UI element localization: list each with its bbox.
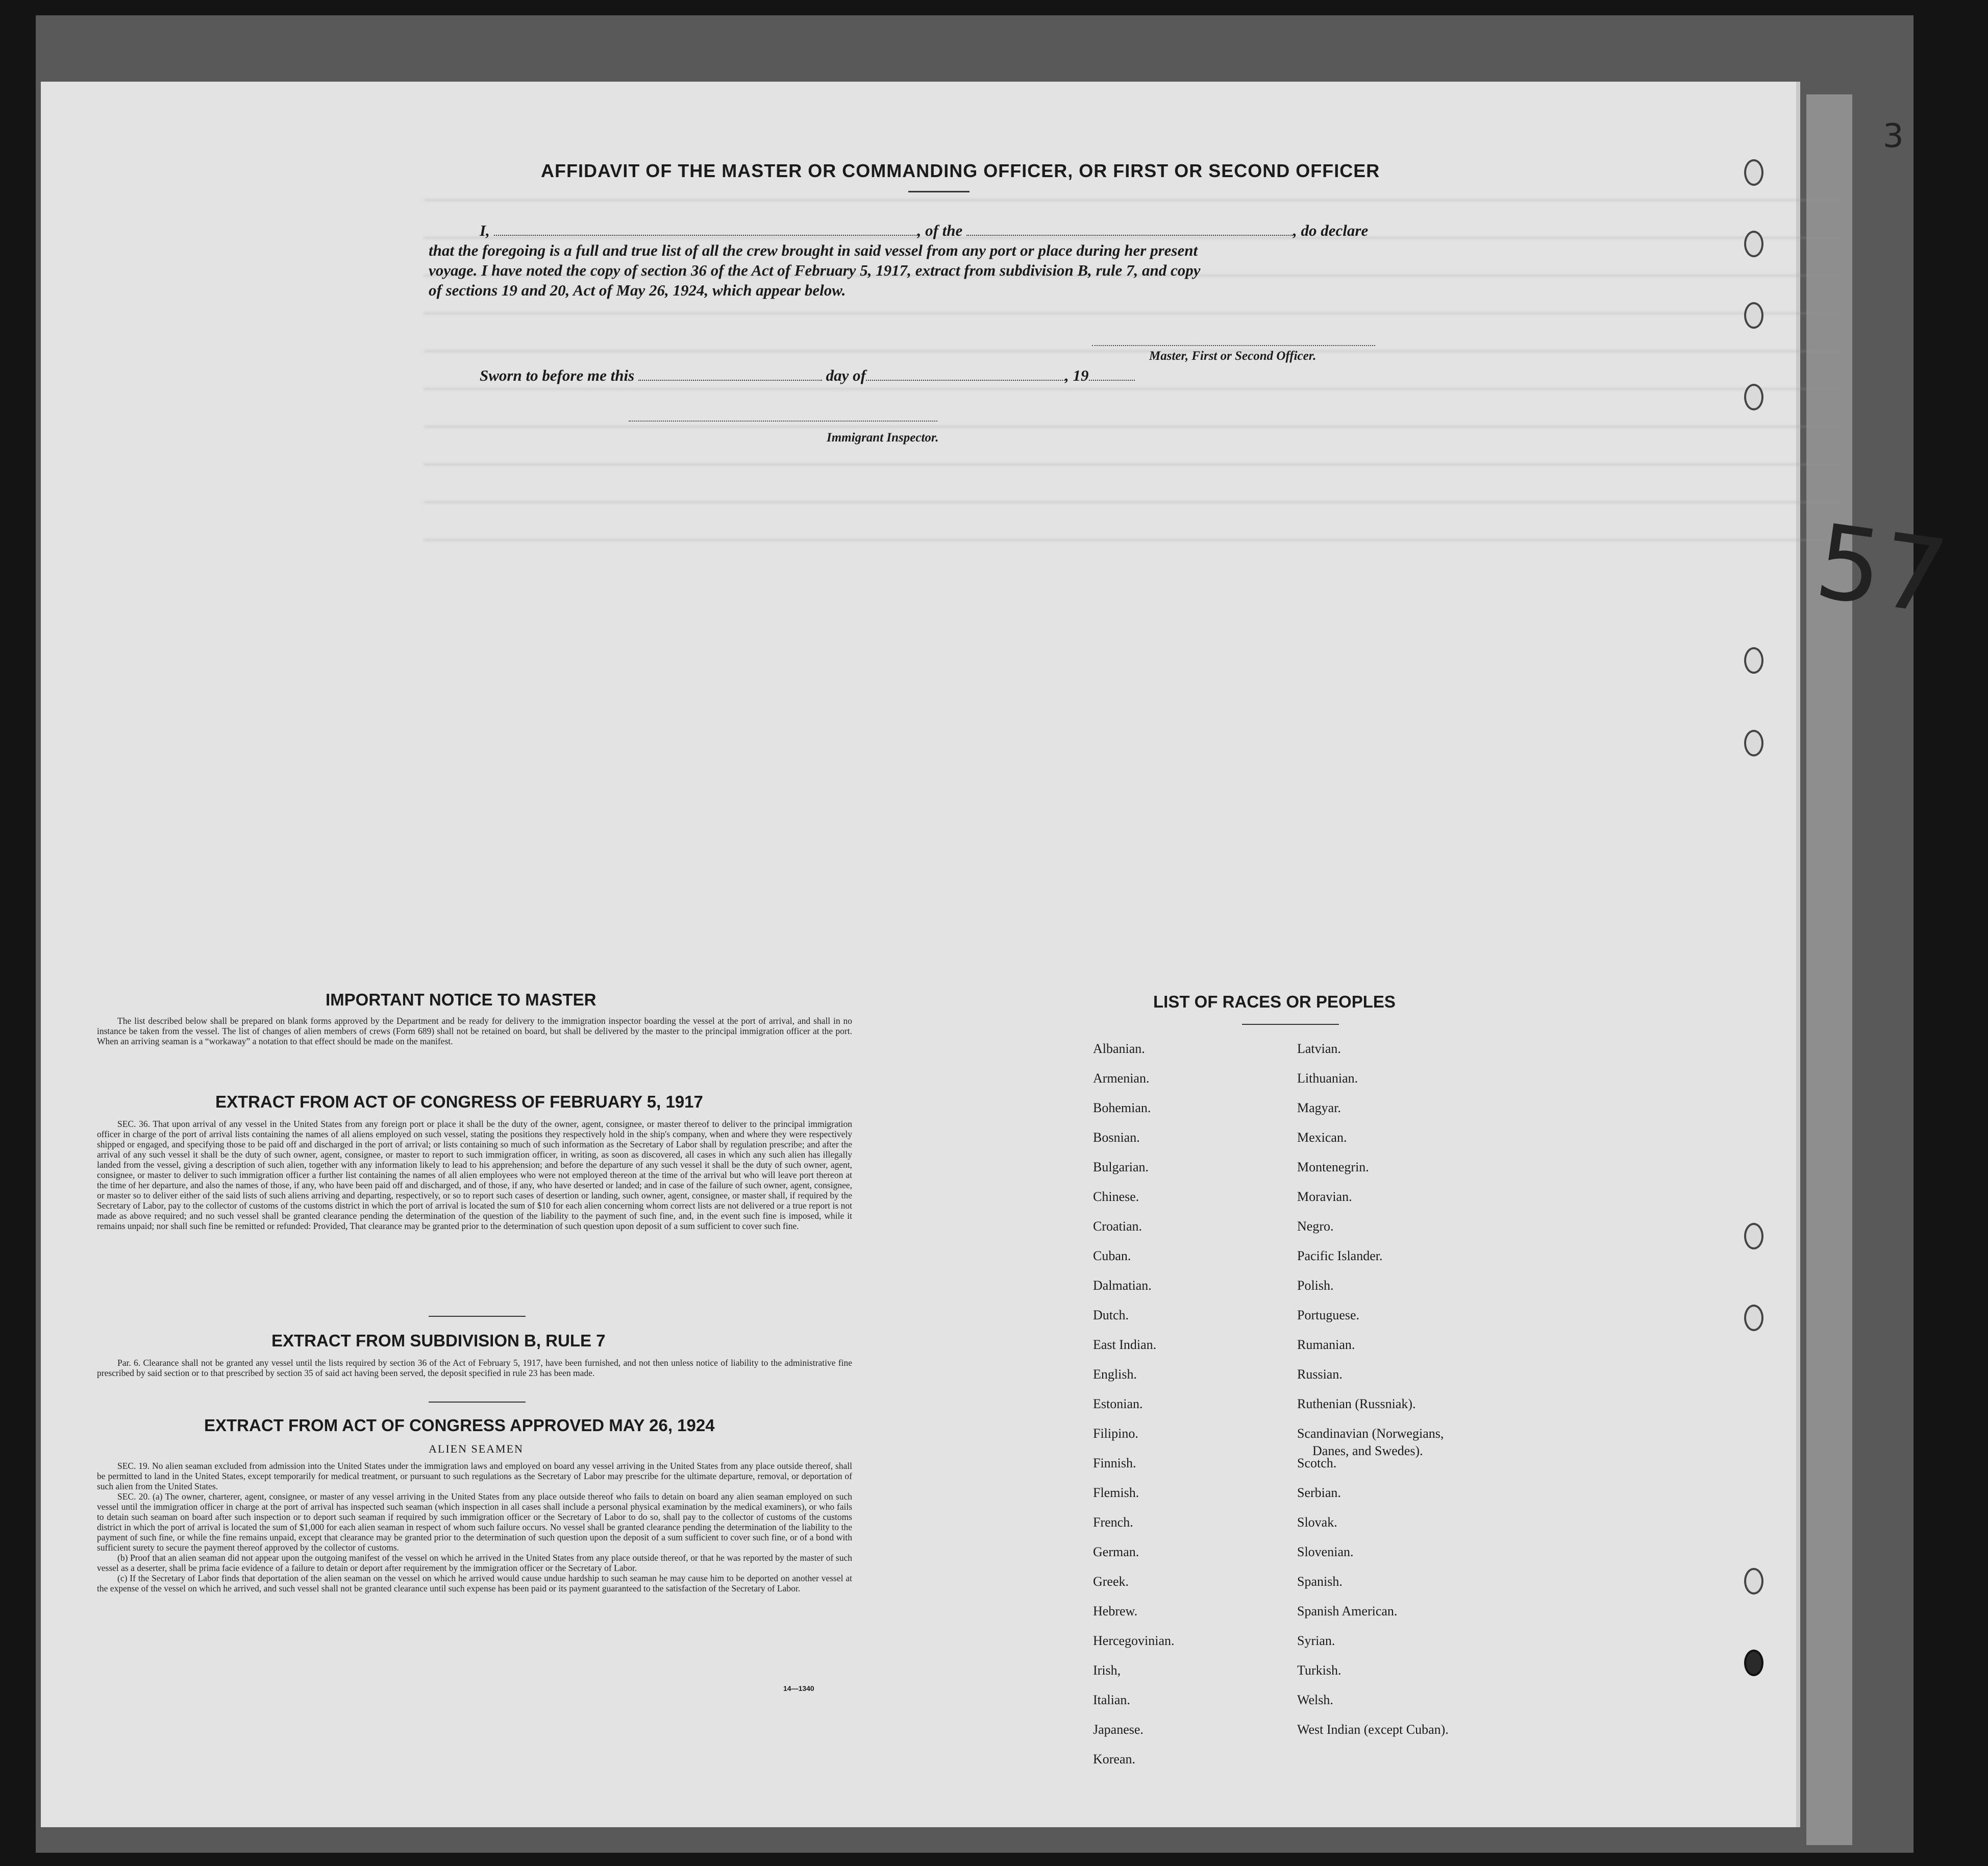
extract-1924-title: EXTRACT FROM ACT OF CONGRESS APPROVED MAY 26, 1924 bbox=[204, 1416, 715, 1435]
master-signature-line[interactable] bbox=[1092, 345, 1375, 346]
notice-paragraph: The list described below shall be prepared on blank forms approved by the Department and be ready for delivery to the immigration inspector boarding the vessel at the port of arrival, and shall in no instance be taken from the vessel. The list of changes of alien members of crews (Form 689) shall not be retained on board, but shall be delivered by the master to the principal immigration officer at the port. When an arriving seaman is a “workaway” a notation to that effect should be made on the manifest. bbox=[97, 1016, 852, 1046]
section-20b-paragraph: (b) Proof that an alien seaman did not appear upon the outgoing manifest of the vessel on which he arrived in the United States from any place outside thereof, or that he was reported by the master of such vessel as a deserter, shall be prima facie evidence of a failure to detain or deport after requirement by the immigration officer or the Secretary of Labor. bbox=[97, 1553, 852, 1573]
race-entry: Turkish. bbox=[1297, 1663, 1341, 1678]
extract-1917-text bbox=[97, 1119, 852, 1231]
sworn-day-of-label: day of bbox=[826, 366, 866, 384]
affidavit-body bbox=[429, 220, 1413, 300]
race-entry: Hercegovinian. bbox=[1093, 1633, 1175, 1648]
binder-hole bbox=[1744, 647, 1763, 674]
race-entry: Ruthenian (Russniak). bbox=[1297, 1396, 1416, 1411]
race-entry: Welsh. bbox=[1297, 1692, 1333, 1707]
of-the-label: , of the bbox=[917, 222, 963, 239]
inspector-signature-label: Immigrant Inspector. bbox=[827, 431, 939, 445]
race-entry: Spanish American. bbox=[1297, 1604, 1398, 1618]
race-entry: Serbian. bbox=[1297, 1485, 1341, 1500]
binder-hole bbox=[1744, 384, 1763, 410]
affidavit-text-line: voyage. I have noted the copy of section 36 of the Act of February 5, 1917, extract from subdivision B, rule 7, and copy bbox=[429, 261, 1201, 279]
races-title-rule bbox=[1242, 1024, 1339, 1025]
race-entry: Irish, bbox=[1093, 1663, 1121, 1678]
inspector-signature-line[interactable] bbox=[629, 421, 937, 422]
title-rule bbox=[908, 191, 970, 192]
affidavit-text-line: that the foregoing is a full and true list of all the crew brought in said vessel from any port or place during her present bbox=[429, 241, 1198, 259]
handwritten-mark: 57 bbox=[1809, 502, 1954, 638]
race-entry: Estonian. bbox=[1093, 1396, 1143, 1411]
race-entry: Spanish. bbox=[1297, 1574, 1343, 1589]
sworn-day-blank[interactable] bbox=[638, 367, 822, 381]
extract-1917-title: EXTRACT FROM ACT OF CONGRESS OF FEBRUARY 5, 1917 bbox=[215, 1092, 703, 1111]
binder-hole bbox=[1744, 730, 1763, 756]
alien-seamen-subtitle: ALIEN SEAMEN bbox=[429, 1442, 524, 1455]
section-rule bbox=[429, 1402, 526, 1403]
form-number: 14—1340 bbox=[783, 1684, 814, 1692]
race-entry: Dutch. bbox=[1093, 1308, 1129, 1322]
race-entry: Croatian. bbox=[1093, 1219, 1142, 1234]
race-entry: Dalmatian. bbox=[1093, 1278, 1152, 1293]
extract-rule7-text bbox=[97, 1358, 852, 1378]
race-entry: German. bbox=[1093, 1544, 1139, 1559]
officer-name-blank[interactable] bbox=[494, 223, 917, 236]
race-entry: Bosnian. bbox=[1093, 1130, 1140, 1145]
race-entry: Filipino. bbox=[1093, 1426, 1138, 1441]
race-entry: Italian. bbox=[1093, 1692, 1130, 1707]
race-entry: Slovak. bbox=[1297, 1515, 1337, 1530]
do-declare-label: , do declare bbox=[1293, 222, 1369, 239]
race-entry: Japanese. bbox=[1093, 1722, 1144, 1737]
race-entry: Lithuanian. bbox=[1297, 1071, 1358, 1086]
extract-1924-text bbox=[97, 1461, 852, 1593]
sworn-year-blank[interactable] bbox=[1089, 367, 1135, 381]
race-entry: Pacific Islander. bbox=[1297, 1248, 1383, 1263]
race-entry: Slovenian. bbox=[1297, 1544, 1354, 1559]
sworn-prefix: Sworn to before me this bbox=[480, 366, 635, 384]
binder-hole bbox=[1744, 159, 1763, 186]
race-entry: Albanian. bbox=[1093, 1041, 1145, 1056]
section-36-paragraph: SEC. 36. That upon arrival of any vessel in the United States from any foreign port or place it shall be the duty of the owner, agent, consignee, or master thereof to deliver to the principal immigration officer in charge of the port of arrival lists containing the names of all aliens employed on such vessel, stating the positions they respectively hold in the ship's company, when and where they were respectively shipped or engaged, and specifying those to be paid off and discharged in the port of arrival; or lists containing so much of such information as the Secretary of Labor shall by regulation prescribe; and after the arrival of any such vessel it shall be the duty of such owner, agent, consignee, or master to report to such immigration officer, in writing, as soon as discovered, all cases in which any such alien has illegally landed from the vessel, giving a description of such alien, together with any information likely to lead to his apprehension; and before the departure of any such vessel it shall be the duty of such owner, agent, consignee, or master to deliver to such immigration officer a further list containing the names of all alien employees who were not employed thereon at the time of the arrival but who will leave port thereon at the time of her departure, and also the names of those, if any, who have been paid off and discharged, and of those, if any, who have deserted or landed; and in case of the failure of such owner, agent, consignee, or master so to deliver either of the said lists of such aliens arriving and departing, respectively, or so to report such cases of desertion or landing, such owner, agent, consignee, or master shall, if required by the Secretary of Labor, pay to the collector of customs of the customs district in which the port of arrival is located the sum of $10 for each alien concerning whom correct lists are not delivered or a true report is not made as above required; and no such vessel shall be granted clearance pending the determination of the question of the liability to the payment of such fine, and, in the event such fine is imposed, while it remains unpaid; nor shall such fine be remitted or refunded: Provided, That clearance may be granted prior to the determination of such question upon deposit of a sum sufficient to cover such fine. bbox=[97, 1119, 852, 1231]
section-20a-paragraph: SEC. 20. (a) The owner, charterer, agent, consignee, or master of any vessel arriving in the United States from any place outside thereof who fails to detain on board any alien seaman employed on such vessel until the immigration officer in charge at the port of arrival has inspected such seaman (which inspection in all cases shall include a personal physical examination by the medical examiners), or who fails to detain such seaman on board after such inspection or to deport such seaman if required by such immigration officer or the Secretary of Labor to do so, shall pay to the collector of customs of the customs district in which the port of arrival is located the sum of $1,000 for each alien seaman in respect of whom such failure occurs. No vessel shall be granted clearance pending the determination of the liability to the payment of such fine, or while the fine remains unpaid, except that clearance may be granted prior to the determination of such question upon the deposit of a sum sufficient to cover such fine, or of a bond with sufficient surety to secure the payment thereof approved by the collector of customs. bbox=[97, 1491, 852, 1553]
race-entry: Rumanian. bbox=[1297, 1337, 1355, 1352]
race-entry: English. bbox=[1093, 1367, 1137, 1382]
races-list-title: LIST OF RACES OR PEOPLES bbox=[1153, 992, 1396, 1011]
sworn-year-label: , 19 bbox=[1065, 366, 1089, 384]
section-20c-paragraph: (c) If the Secretary of Labor finds that deportation of the alien seaman on the vessel on which he arrived would cause undue hardship to such seaman he may cause him to be deported on another vessel at the expense of the vessel on which he arrived, and such vessel shall not be granted clearance until such expense has been paid or its payment guaranteed to the satisfaction of the Secretary of Labor. bbox=[97, 1573, 852, 1593]
affidavit-text-line: of sections 19 and 20, Act of May 26, 1924, which appear below. bbox=[429, 281, 846, 299]
race-entry: Syrian. bbox=[1297, 1633, 1335, 1648]
affidavit-declaration-line bbox=[429, 220, 1413, 240]
race-entry: Magyar. bbox=[1297, 1100, 1341, 1115]
binder-hole bbox=[1744, 1223, 1763, 1249]
race-entry: Flemish. bbox=[1093, 1485, 1139, 1500]
race-entry: Montenegrin. bbox=[1297, 1160, 1369, 1174]
race-entry: Danes, and Swedes). bbox=[1312, 1443, 1423, 1458]
race-entry: Cuban. bbox=[1093, 1248, 1131, 1263]
sworn-line bbox=[480, 366, 1135, 385]
race-entry: Negro. bbox=[1297, 1219, 1334, 1234]
race-entry: Moravian. bbox=[1297, 1189, 1352, 1204]
handwritten-mark: 3 bbox=[1883, 117, 1904, 155]
extract-rule7-title: EXTRACT FROM SUBDIVISION B, RULE 7 bbox=[271, 1331, 606, 1350]
race-entry: Hebrew. bbox=[1093, 1604, 1138, 1618]
section-rule bbox=[429, 1316, 526, 1317]
race-entry: Chinese. bbox=[1093, 1189, 1139, 1204]
race-entry: Mexican. bbox=[1297, 1130, 1347, 1145]
master-signature-label: Master, First or Second Officer. bbox=[1149, 349, 1316, 363]
race-entry: Scandinavian (Norwegians, bbox=[1297, 1426, 1444, 1441]
race-entry: French. bbox=[1093, 1515, 1133, 1530]
race-entry: East Indian. bbox=[1093, 1337, 1157, 1352]
race-entry: Korean. bbox=[1093, 1752, 1136, 1766]
race-entry: West Indian (except Cuban). bbox=[1297, 1722, 1449, 1737]
notice-title: IMPORTANT NOTICE TO MASTER bbox=[326, 990, 597, 1009]
paragraph-6: Par. 6. Clearance shall not be granted any vessel until the lists required by section 36 of the Act of February 5, 1917, have been furnished, and not then unless notice of liability to the administrative fine prescribed by said section or to that prescribed by section 35 of said act having been served, the deposit specified in rule 23 has been made. bbox=[97, 1358, 852, 1378]
binder-hole bbox=[1744, 231, 1763, 257]
binder-hole bbox=[1744, 1650, 1763, 1676]
binder-hole bbox=[1744, 302, 1763, 329]
vessel-name-blank[interactable] bbox=[966, 223, 1293, 236]
race-entry: Russian. bbox=[1297, 1367, 1343, 1382]
race-entry: Portuguese. bbox=[1297, 1308, 1360, 1322]
notice-text bbox=[97, 1016, 852, 1046]
race-entry: Finnish. bbox=[1093, 1456, 1136, 1470]
race-entry: Bulgarian. bbox=[1093, 1160, 1149, 1174]
section-19-paragraph: SEC. 19. No alien seaman excluded from admission into the United States under the immigration laws and employed on board any vessel arriving in the United States from any place outside thereof, shall be permitted to land in the United States, except temporarily for medical treatment, or pursuant to such regulations as the Secretary of Labor may prescribe for the ultimate departure, removal, or deportation of such alien from the United States. bbox=[97, 1461, 852, 1491]
binder-hole bbox=[1744, 1568, 1763, 1594]
race-entry: Armenian. bbox=[1093, 1071, 1150, 1086]
race-entry: Greek. bbox=[1093, 1574, 1129, 1589]
race-entry: Polish. bbox=[1297, 1278, 1334, 1293]
binder-hole bbox=[1744, 1305, 1763, 1331]
pronoun-i: I, bbox=[480, 222, 490, 239]
race-entry: Bohemian. bbox=[1093, 1100, 1151, 1115]
race-entry: Scotch. bbox=[1297, 1456, 1337, 1470]
affidavit-title: AFFIDAVIT OF THE MASTER OR COMMANDING OFFICER, OR FIRST OR SECOND OFFICER bbox=[541, 160, 1380, 181]
race-entry: Latvian. bbox=[1297, 1041, 1341, 1056]
sworn-month-blank[interactable] bbox=[866, 367, 1065, 381]
